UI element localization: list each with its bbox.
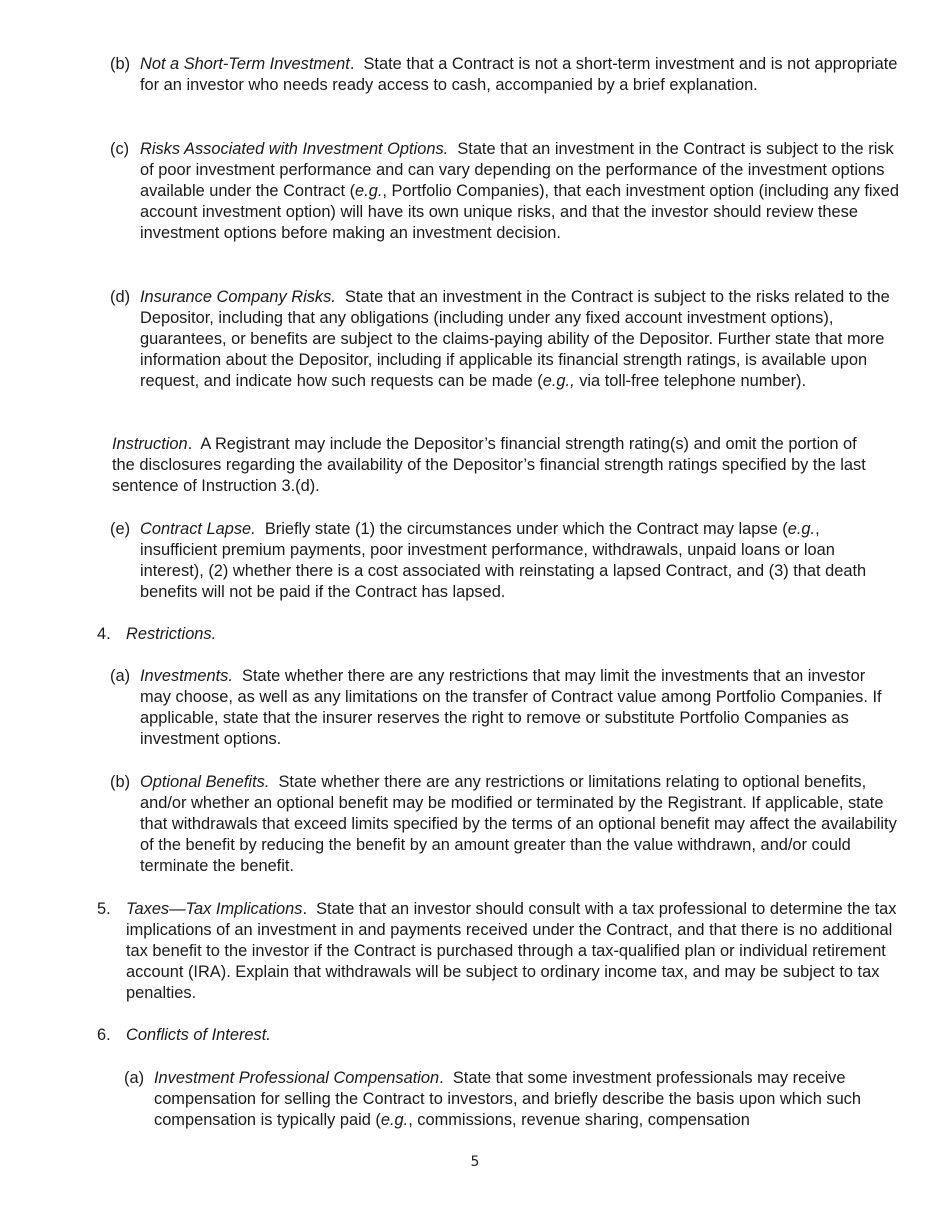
item-marker: (d) <box>110 288 131 306</box>
item-text: State whether there are any restrictions that may limit the investments that an investor may choose, as well as any limitations on the transfer of Contract value among Portfolio Companies. If applicable, state that the insurer reserves the right to remove or substitute Portfolio Companies as investment options. <box>140 667 882 748</box>
item-text: State that some investment professionals may receive compensation for selling the Contract to investors, and briefly describe the basis upon which such compensation is typically paid ( <box>154 1069 861 1129</box>
item-b-short-term: (b) Not a Short-Term Investment. State that a Contract is not a short-term investment and is not appropriate for an investor who needs ready access to cash, accompanied by a brief explanation. <box>110 55 898 94</box>
item-text: State whether there are any restrictions or limitations relating to optional benefits, and/or whether an optional benefit may be modified or terminated by the Registrant. If applicable, state that withdrawals that exceed limits specified by the terms of an optional benefit may affect the availability of the benefit by reducing the benefit by an amount greater than the value withdrawn, and/or could terminate the benefit. <box>140 773 897 875</box>
item-e-contract-lapse: (e) Contract Lapse. Briefly state (1) the circumstances under which the Contract may lapse (e.g., insufficient premium payments, poor investment performance, withdrawals, unpaid loans or loan interest), (2) whether there is a cost associated with reinstating a lapsed Contract, and (3) that death benefits will not be paid if the Contract has lapsed. <box>110 520 867 601</box>
item-4b-optional-benefits <box>110 772 900 877</box>
item-title: Risks Associated with Investment Options. <box>140 140 449 158</box>
section-6-conflicts <box>97 1025 897 1046</box>
item-title: Insurance Company Risks. <box>140 288 336 306</box>
section-title: Taxes—Tax Implications <box>126 900 303 918</box>
instruction-label: Instruction <box>112 435 188 453</box>
item-marker: (e) <box>110 520 131 538</box>
page-number: 5 <box>470 1154 480 1170</box>
item-text: State that an investment in the Contract is subject to the risks related to the Depositor, including that any obligations (including under any fixed account investment options), guarantees, or benefits are subject to the claims-paying ability of the Depositor. Further state that more information about the Depositor, including if applicable its financial strength ratings, is available upon request, and indicate how such requests can be made ( <box>140 288 890 390</box>
section-number: 6. <box>97 1026 111 1044</box>
item-marker: (c) <box>110 140 130 158</box>
item-title: Optional Benefits. <box>140 773 270 791</box>
item-d-insurance-risks: (d) Insurance Company Risks. State that an investment in the Contract is subject to the risks related to the Depositor, including that any obligations (including under any fixed account investment options), guarantees, or benefits are subject to the claims-paying ability of the Depositor. Further state that more information about the Depositor, including if applicable its financial strength ratings, is available upon request, and indicate how such requests can be made (e.g., via toll-free telephone number). <box>110 288 890 390</box>
item-c-investment-risks: (c) Risks Associated with Investment Options. State that an investment in the Contract is subject to the risk of poor investment performance and can vary depending on the performance of the investment options available under the Contract (e.g., Portfolio Companies), that each investment option (including any fixed account investment option) will have its own unique risks, and that the investor should review these investment options before making an investment decision. <box>110 140 899 242</box>
section-number: 5. <box>97 900 111 918</box>
item-title: Investment Professional Compensation <box>154 1069 440 1087</box>
item-text: Briefly state (1) the circumstances under which the Contract may lapse ( <box>264 520 788 538</box>
item-4a-investments <box>110 666 900 750</box>
item-text: State that a Contract is not a short-term investment and is not appropriate for an investor who needs ready access to cash, accompanied by a brief explanation. <box>140 55 898 94</box>
section-text: State that an investor should consult with a tax professional to determine the tax implications of an investment in and payments received under the Contract, and that there is no additional tax benefit to the investor if the Contract is purchased through a tax-qualified plan or individual retirement account (IRA). Explain that withdrawals will be subject to ordinary income tax, and may be subject to tax penalties. <box>126 900 897 1002</box>
section-number: 4. <box>97 625 111 643</box>
item-marker: (b) <box>110 55 131 73</box>
item-marker: (a) <box>124 1069 145 1087</box>
item-marker: (a) <box>110 667 131 685</box>
item-title: Contract Lapse. <box>140 520 256 538</box>
item-title: Not a Short-Term Investment <box>140 55 350 73</box>
section-5-taxes: 5. Taxes—Tax Implications. State that an investor should consult with a tax professional to determine the tax implications of an investment in and payments received under the Contract, and that there is no additional tax benefit to the investor if the Contract is purchased through a tax-qualified plan or individual retirement account (IRA). Explain that withdrawals will be subject to ordinary income tax, and may be subject to tax penalties. <box>97 900 897 1002</box>
item-6a-compensation: (a) Investment Professional Compensation. State that some investment professionals may receive compensation for selling the Contract to investors, and briefly describe the basis upon which such compensation is typically paid (e.g., commissions, revenue sharing, compensation <box>124 1069 861 1129</box>
item-title: Investments. <box>140 667 233 685</box>
item-text: State that an investment in the Contract is subject to the risk of poor investment performance and can vary depending on the performance of the investment options available under the Contract ( <box>140 140 894 200</box>
item-marker: (b) <box>110 773 131 791</box>
instruction-note: Instruction. A Registrant may include the Depositor’s financial strength rating(s) and omit the portion of the disclosures regarding the availability of the Depositor’s financial strength ratings specified by the last sentence of Instruction 3.(d). <box>112 435 866 495</box>
section-title: Restrictions. <box>126 625 217 643</box>
section-title: Conflicts of Interest. <box>126 1026 271 1044</box>
section-4-restrictions <box>97 624 897 645</box>
instruction-text: A Registrant may include the Depositor’s financial strength rating(s) and omit the portion of the disclosures regarding the availability of the Depositor’s financial strength ratings specified by the last sentence of Instruction 3.(d). <box>112 435 866 495</box>
